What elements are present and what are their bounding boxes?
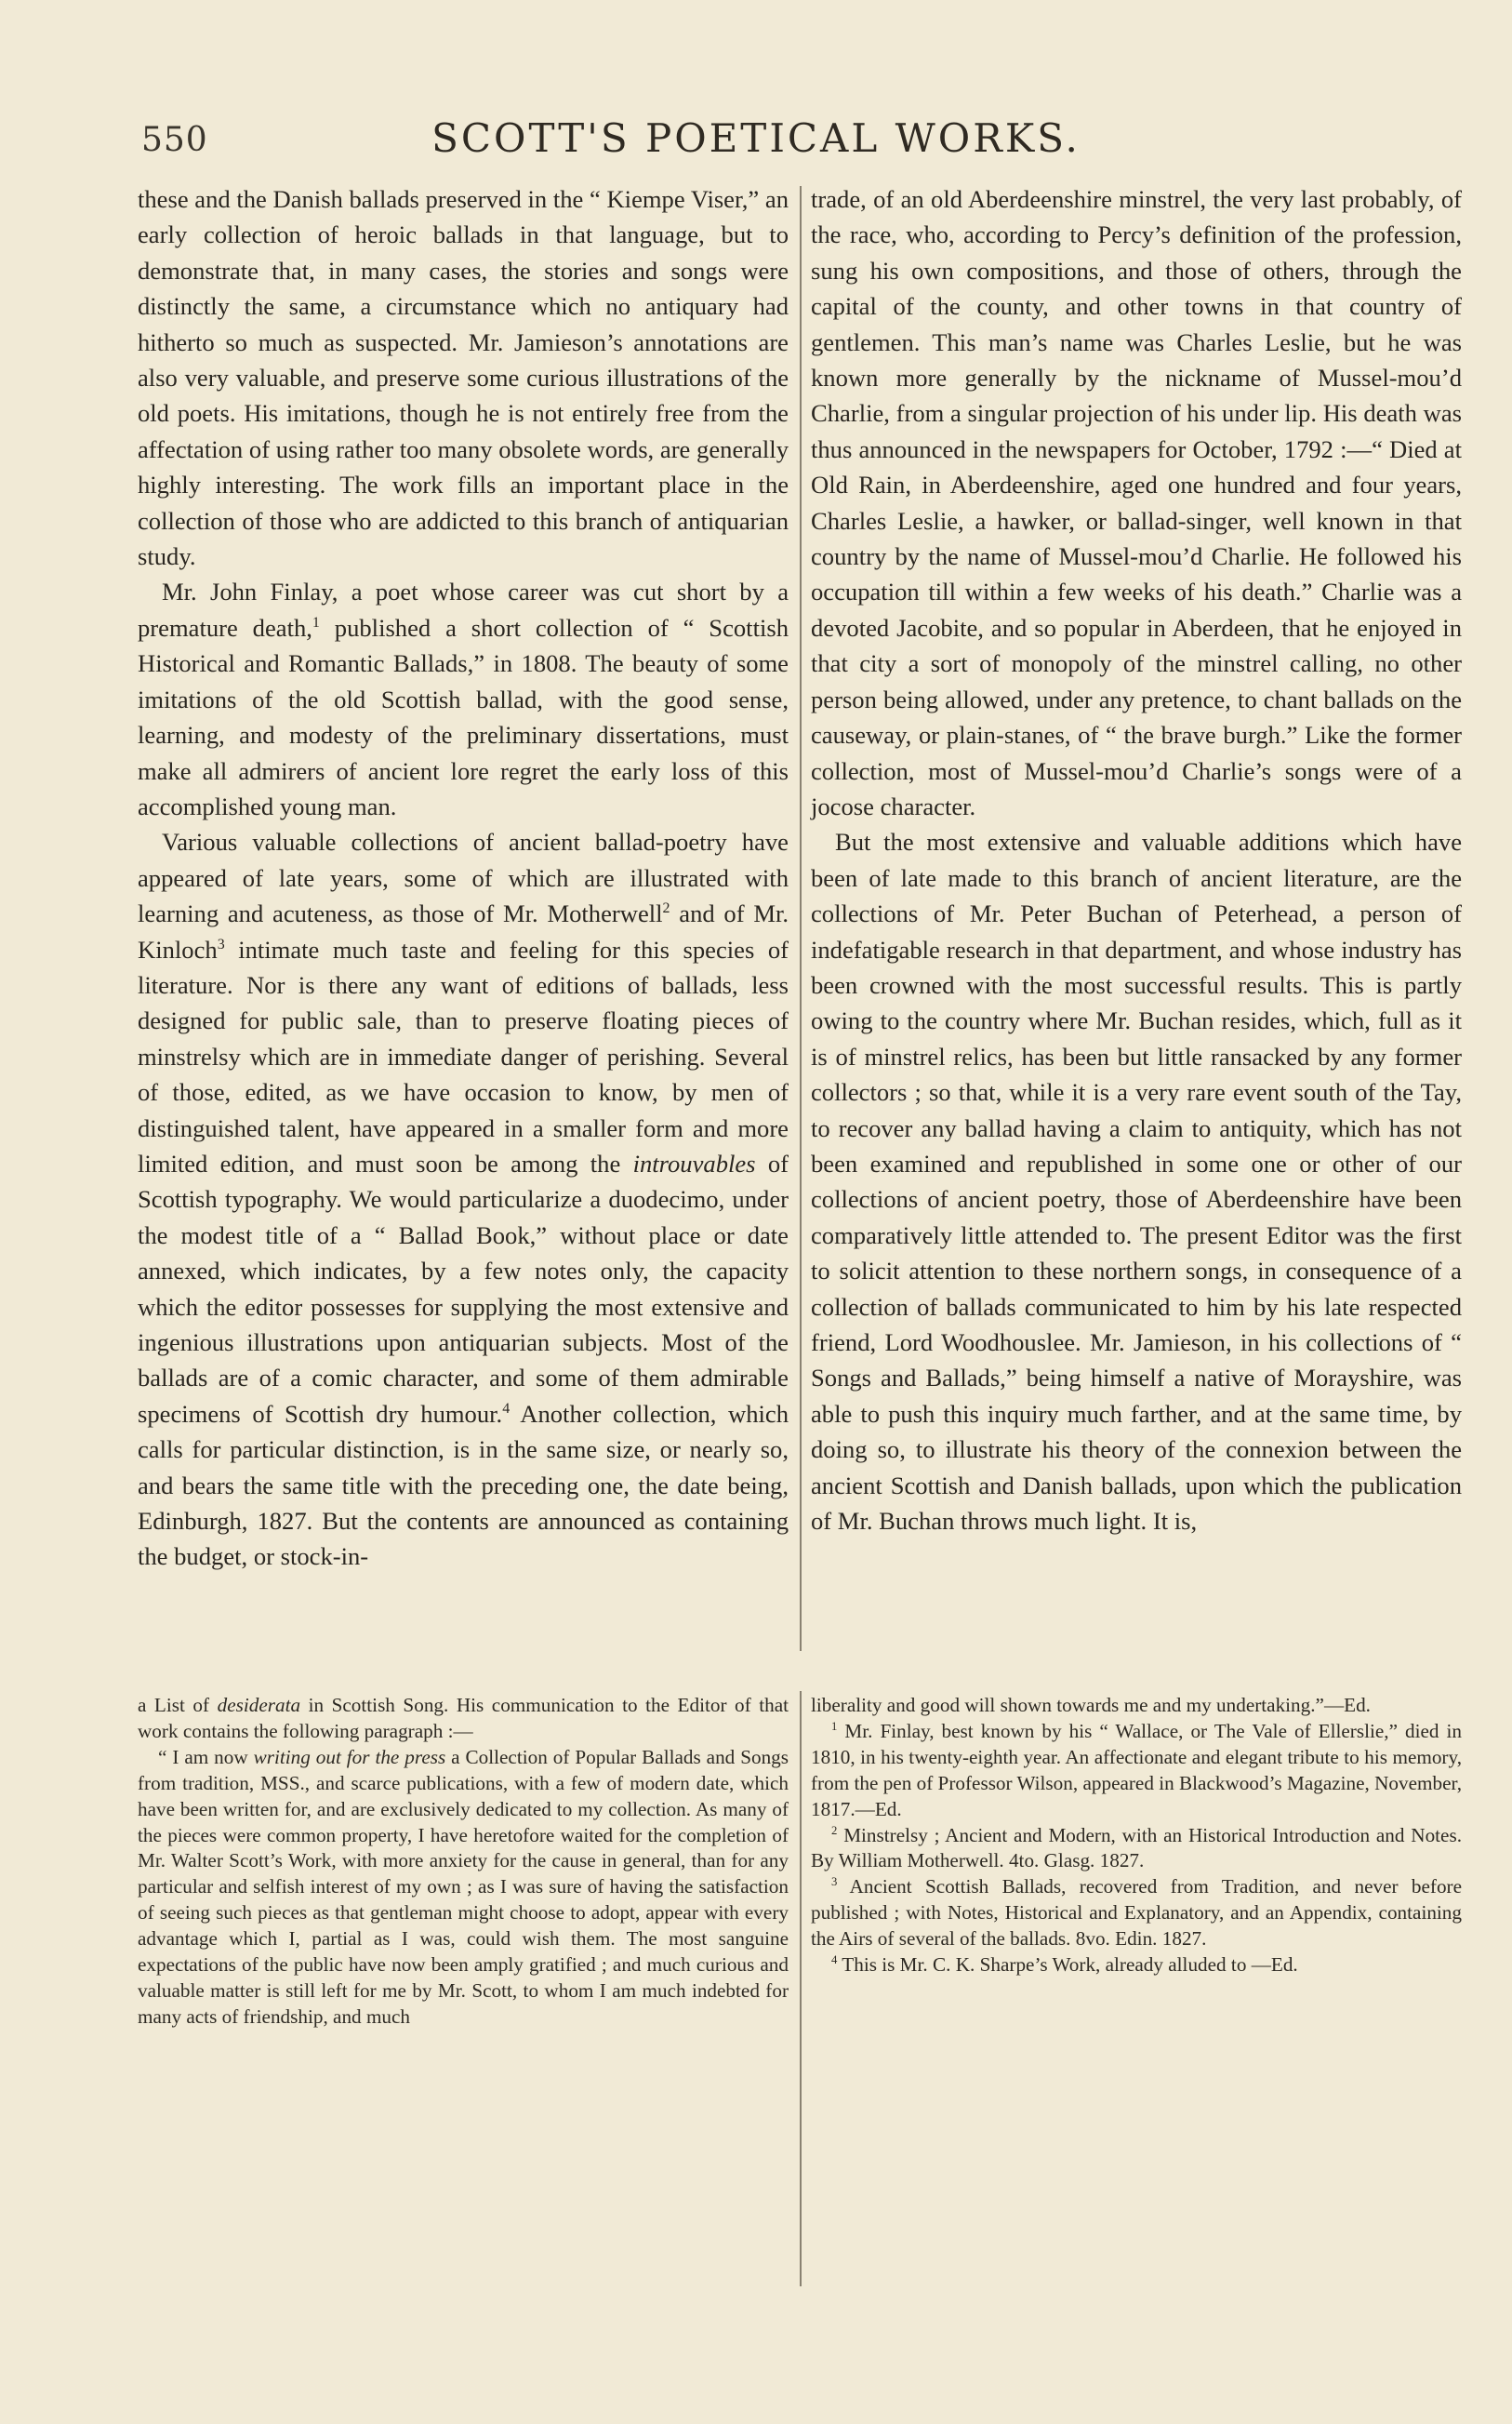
footnote [138,1693,789,1745]
footnote [138,1745,789,2031]
right-column [811,181,1462,1538]
text: “ I am now [158,1745,254,1768]
italic-text: desiderata [217,1694,301,1716]
column-rule-bottom [800,1691,802,2286]
italic-text: writing out for the press [253,1745,446,1768]
left-column [138,181,789,1575]
text: Another collection, which calls for particular distinction, is in the same size, or nearly so, and bears the same title with the preceding one, the date being, Edinburgh, 1827. But the contents are announced as containing the budget, or stock-in- [138,1399,789,1571]
text: intimate much taste and feeling for this species of literature. Nor is there any want of editions of ballads, less designed for public sale, than to preserve floating pieces of minstrelsy which are in immediate danger of perishing. Several of those, edited, as we have occasion to know, by men of distinguished talent, have appeared in a smaller form and more limited edition, and must soon be among the [138,935,789,1178]
footnotes-right [811,1693,1462,1978]
paragraph: But the most extensive and valuable additions which have been of late made to this branch of ancient literature, are the collections of Mr. Peter Buchan of Peterhead, a person of indefatigable research in that department, and whose industry has been crowned with the most successful results. This is partly owing to the country where Mr. Buchan resides, which, full as it is of minstrel relics, has been but little ransacked by any former collectors ; so that, while it is a very rare event south of the Tay, to recover any ballad having a claim to antiquity, which has not been examined and republished in some one or other of our collections of ancient poetry, those of Aberdeenshire have been comparatively little attended to. The present Editor was the first to solicit attention to these northern songs, in consequence of a collection of ballads communicated to him by his late respected friend, Lord Woodhouslee. Mr. Jamieson, in his collections of “ Songs and Ballads,” being himself a native of Morayshire, was able to push this inquiry much farther, and at the same time, by doing so, to illustrate his theory of the connexion between the ancient Scottish and Danish ballads, upon which the publication of Mr. Buchan throws much light. It is, [811,828,1462,1536]
text: published a short collection of “ Scottish Historical and Romantic Ballads,” in 1808. The beauty of some imitations of the old Scottish ballad, with the good sense, learning, and modesty of the preliminary dissertations, must make all admirers of ancient lore regret the early loss of this accomplished young man. [138,613,789,820]
text: Ancient Scottish Ballads, recovered from Tradition, and never before published ; with Notes, Historical and Explanatory, and an Appendix, containing the Airs of several of the ballads. 8vo. Edin. 1827. [811,1875,1462,1951]
paragraph: these and the Danish ballads preserved in the “ Kiempe Viser,” an early collection of heroic ballads in that language, but to demonstrate that, in many cases, the stories and songs were distinctly the same, a circumstance which no antiquary had hitherto so much as suspected. Mr. Jamieson’s annotations are also very valuable, and preserve some curious illustrations of the old poets. His imitations, though he is not entirely free from the affectation of using rather too many obsolete words, are generally highly interesting. The work fills an important place in the collection of those who are addicted to this branch of antiquarian study. [138,185,789,571]
text: Mr. John Finlay, a poet whose career was cut short by a premature death, [138,578,789,642]
footnote-number: 4 [831,1953,838,1966]
text: Various valuable collections of ancient ballad-poetry have appeared of late years, some of which are illustrated with learning and acuteness, as those of Mr. Motherwell [138,828,789,928]
text: of Scottish typography. We would particularize a duodecimo, under the modest title of a “ Ballad Book,” without place or date annexed, which indicates, by a few notes only, the capacity which the editor possesses for supplying the most extensive and ingenious illustrations upon antiquarian subjects. Most of the ballads are of a comic character, and some of them admirable specimens of Scottish dry humour. [138,1149,789,1428]
footnote [811,1952,1462,1978]
paragraph: trade, of an old Aberdeenshire minstrel, the very last probably, of the race, who, according to Percy’s definition of the profession, sung his own compositions, and those of others, through the capital of the county, and other towns in that country of gentlemen. This man’s name was Charles Leslie, but he was known more generally by the nickname of Mussel-mou’d Charlie, from a singular projection of his under lip. His death was thus announced in the newspapers for October, 1792 :—“ Died at Old Rain, in Aberdeenshire, aged one hundred and four years, Charles Leslie, a hawker, or ballad-singer, well known in that country by the name of Mussel-mou’d Charlie. He followed his occupation till within a few weeks of his death.” Charlie was a devoted Jacobite, and so popular in Aberdeen, that he enjoyed in that city a sort of monopoly of the minstrel calling, no other person being allowed, under any pretence, to chant ballads on the causeway, or plain-stanes, of “ the brave burgh.” Like the former collection, most of Mussel-mou’d Charlie’s songs were of a jocose character. [811,185,1462,820]
text: This is Mr. C. K. Sharpe’s Work, already alluded to —Ed. [842,1953,1298,1977]
text: a List of [138,1694,218,1716]
running-head: SCOTT'S POETICAL WORKS. [431,115,1081,161]
paragraph [138,574,789,824]
text: Mr. Finlay, best known by his “ Wallace, or The Vale of Ellerslie,” died in 1810, in his twenty-eighth year. An affectionate and elegant tribute to his memory, from the pen of Professor Wilson, appeared in Blackwood’s Magazine, November, 1817.—Ed. [811,1719,1462,1820]
footnote-number: 3 [831,1875,838,1889]
footnote-ref: 3 [217,936,225,952]
footnotes-left [138,1693,789,2031]
italic-text: introuvables [632,1149,756,1178]
paragraph [138,824,789,1575]
footnote-ref: 4 [502,1400,511,1417]
footnote-number: 2 [831,1823,838,1837]
column-rule-top [800,186,802,1651]
footnote [811,1719,1462,1823]
footnote: liberality and good will shown towards me and my undertaking.”—Ed. [811,1694,1371,1716]
page-number: 550 [141,121,208,159]
text: Minstrelsy ; Ancient and Modern, with an Historical Introduction and Notes. By William Motherwell. 4to. Glasg. 1827. [811,1823,1463,1872]
footnote-ref: 1 [312,615,320,632]
footnote-number: 1 [831,1719,838,1733]
footnote [811,1874,1462,1952]
text: and of Mr. Kinloch [138,899,789,964]
footnote [811,1823,1462,1875]
text: in Scottish Song. His communication to the Editor of that work contains the following paragraph :— [138,1694,789,1742]
footnote-ref: 2 [662,900,670,917]
text: a Collection of Popular Ballads and Songs from tradition, MSS., and scarce publications, with a few of modern date, which have been written for, and are exclusively dedicated to my collection. As many of the pieces were common property, I have heretofore waited for the completion of Mr. Walter Scott’s Work, with more anxiety for the cause in general, than for any particular and selfish interest of my own ; as I was sure of having the satisfaction of seeing such pieces as that gentleman might choose to adopt, appear with every advantage which I, partial as I was, could wish them. The most sanguine expectations of the public have now been amply gratified ; and much curious and valuable matter is still left for me by Mr. Scott, to whom I am much indebted for many acts of friendship, and much [138,1745,789,2028]
